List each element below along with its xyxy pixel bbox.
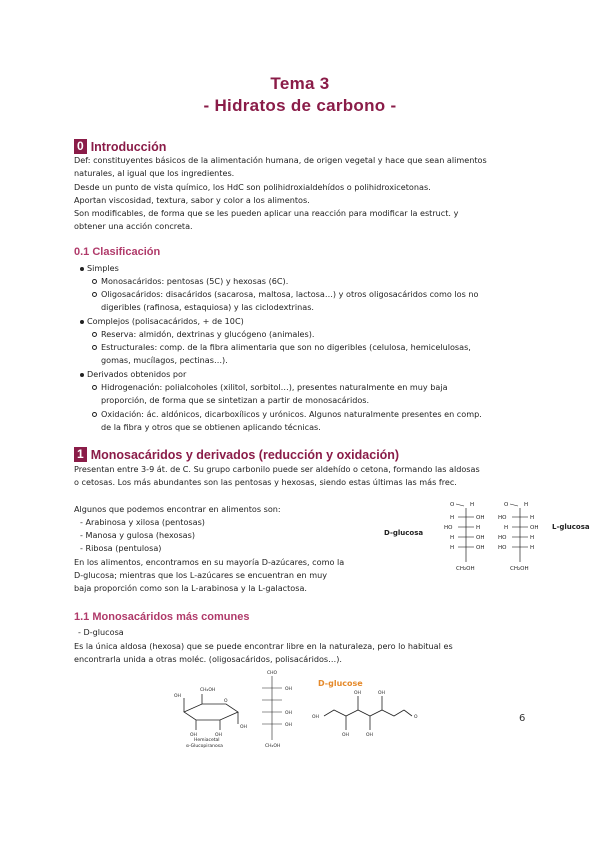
l-aldehyde-h: H bbox=[524, 502, 529, 508]
skeletal-oh-c6: OH bbox=[312, 715, 319, 720]
section-0-1-heading: 0.1 Clasificación bbox=[74, 246, 161, 258]
section-1-1-heading: 1.1 Monosacáridos más comunes bbox=[74, 611, 250, 623]
page-number: 6 bbox=[519, 713, 526, 724]
haworth-structure bbox=[184, 694, 238, 730]
skeletal-oh-c4: OH bbox=[342, 733, 349, 738]
skeletal-oh-c1: OH bbox=[378, 691, 385, 696]
l-c5-h: H bbox=[530, 545, 535, 551]
l-c4-h: H bbox=[530, 535, 535, 541]
d-aldehyde-h: H bbox=[470, 502, 475, 508]
mono-p1: Presentan entre 3-9 át. de C. Su grupo carbonilo puede ser aldehído o cetona, formando las aldosas bbox=[74, 464, 480, 474]
section-1-heading bbox=[74, 447, 399, 462]
small-fischer-structure bbox=[262, 676, 282, 740]
hemiacetal-label: Hemiacetal bbox=[194, 738, 220, 743]
section-1-number: 1 bbox=[74, 447, 87, 462]
mono-list-1: - Arabinosa y xilosa (pentosas) bbox=[80, 517, 205, 527]
haworth-oh-bottom1: OH bbox=[190, 733, 197, 738]
mono-list-3: - Ribosa (pentulosa) bbox=[80, 543, 162, 553]
glucose-structures-figure bbox=[172, 668, 434, 750]
intro-p1: Def: constituyentes básicos de la alimentación humana, de origen vegetal y hace que sean alimentos bbox=[74, 155, 487, 165]
small-fischer-cho: CHO bbox=[267, 671, 278, 676]
l-glucosa-label: L-glucosa bbox=[552, 523, 590, 531]
l-c6-ch2oh: CH₂OH bbox=[510, 566, 529, 572]
bullet-oxidacion: Oxidación: ác. aldónicos, dicarboxílicos y urónicos. Algunos naturalmente presentes en comp. bbox=[92, 408, 527, 421]
l-c5-ho: HO bbox=[498, 545, 507, 551]
dglucosa-p1b: encontrarla unida a otras moléc. (oligosacáridos, polisacáridos…). bbox=[74, 654, 342, 664]
mono-p3b: D-glucosa; mientras que los L-azúcares se encuentran en muy bbox=[74, 570, 328, 580]
mono-p3c: baja proporción como son la L-arabinosa y la L-galactosa. bbox=[74, 583, 307, 593]
bullet-hidrogenacion-cont: proporción, de forma que se sintetizan a partir de monosacáridos. bbox=[101, 395, 370, 405]
mono-p3a: En los alimentos, encontramos en su mayoría D-azúcares, como la bbox=[74, 557, 345, 567]
bullet-reserva: Reserva: almidón, dextrinas y glucógeno (animales). bbox=[92, 328, 314, 341]
bullet-estructurales-cont: gomas, mucílagos, pectinas…). bbox=[101, 355, 228, 365]
small-fischer-oh3: OH bbox=[285, 723, 292, 728]
intro-p3: Aportan viscosidad, textura, sabor y color a los alimentos. bbox=[74, 195, 310, 205]
mono-p1b: o cetosas. Los más abundantes son las pentosas y hexosas, siendo estas últimas las más frec. bbox=[74, 477, 457, 487]
bullet-complejos: Complejos (polisacacáridos, + de 10C) bbox=[80, 315, 244, 328]
d-glucosa-label: D-glucosa bbox=[384, 529, 424, 537]
d-glucose-orange-label: D-glucose bbox=[318, 679, 363, 688]
title-line1: Tema 3 bbox=[270, 74, 330, 93]
bullet-hidrogenacion: Hidrogenación: polialcoholes (xilitol, sorbitol…), presentes naturalmente en muy baja bbox=[92, 381, 527, 394]
haworth-oh-bottom2: OH bbox=[215, 733, 222, 738]
section-0-title: Introducción bbox=[90, 139, 167, 154]
intro-p1b: naturales, al igual que los ingredientes. bbox=[74, 168, 235, 178]
small-fischer-oh2: OH bbox=[285, 711, 292, 716]
section-0-heading bbox=[74, 139, 166, 154]
intro-p4: Son modificables, de forma que se les pueden aplicar una reacción para modificar la estruct. y bbox=[74, 208, 459, 218]
d-c6-ch2oh: CH₂OH bbox=[456, 566, 475, 572]
bullet-estructurales: Estructurales: comp. de la fibra alimentaria que son no digeribles (celulosa, hemicelulosas, bbox=[92, 341, 527, 354]
bullet-derivados: Derivados obtenidos por bbox=[80, 368, 186, 381]
d-glucose-skeletal bbox=[324, 696, 412, 730]
small-fischer-ch2oh: CH₂OH bbox=[265, 744, 281, 749]
l-c3-oh: OH bbox=[530, 525, 539, 531]
bullet-oxidacion-cont: de la fibra y otros que se obtienen aplicando técnicas. bbox=[101, 422, 321, 432]
small-fischer-oh1: OH bbox=[285, 687, 292, 692]
mono-list-2: - Manosa y gulosa (hexosas) bbox=[80, 530, 196, 540]
haworth-oh-left: OH bbox=[174, 694, 181, 699]
section-0-number: 0 bbox=[74, 139, 87, 154]
d-c3-ho: HO bbox=[444, 525, 453, 531]
d-c4-oh: OH bbox=[476, 535, 485, 541]
skeletal-oh-c3: OH bbox=[354, 691, 361, 696]
d-c2-h: H bbox=[450, 515, 455, 521]
haworth-oh-right: OH bbox=[240, 725, 247, 730]
d-c3-h: H bbox=[476, 525, 481, 531]
mono-p2: Algunos que podemos encontrar en alimentos son: bbox=[74, 504, 281, 514]
title-line2: - Hidratos de carbono - bbox=[203, 96, 397, 115]
dglucosa-item: - D-glucosa bbox=[78, 627, 124, 637]
d-c5-h: H bbox=[450, 545, 455, 551]
l-c2-ho: HO bbox=[498, 515, 507, 521]
l-carbonyl-o: O bbox=[504, 502, 509, 508]
d-glucose-fischer bbox=[444, 502, 484, 572]
d-carbonyl-o: O bbox=[450, 502, 455, 508]
d-c2-oh: OH bbox=[476, 515, 485, 521]
d-c5-oh: OH bbox=[476, 545, 485, 551]
section-1-title: Monosacáridos y derivados (reducción y oxidación) bbox=[90, 447, 400, 462]
skeletal-o: O bbox=[414, 715, 418, 720]
intro-p2: Desde un punto de vista químico, los HdC son polihidroxialdehídos o polihidroxicetonas. bbox=[74, 182, 431, 192]
haworth-ch2oh: CH₂OH bbox=[200, 688, 216, 693]
l-c2-h: H bbox=[530, 515, 535, 521]
intro-p4b: obtener una acción concreta. bbox=[74, 221, 193, 231]
l-glucose-fischer bbox=[498, 502, 538, 572]
bullet-oligo: Oligosacáridos: disacáridos (sacarosa, maltosa, lactosa…) y otros oligosacáridos como los no bbox=[92, 288, 527, 301]
skeletal-oh-c2: OH bbox=[366, 733, 373, 738]
dglucosa-p1: Es la única aldosa (hexosa) que se puede encontrar libre en la naturaleza, pero lo habitual es bbox=[74, 641, 453, 651]
l-c3-h: H bbox=[504, 525, 509, 531]
fischer-projections-figure bbox=[380, 496, 600, 576]
bullet-simples: Simples bbox=[80, 262, 119, 275]
bullet-oligo-cont: digeribles (rafinosa, estaquiosa) y las ciclodextrinas. bbox=[101, 302, 314, 312]
alpha-glucopiranosa-label: α-Glucopiranosa bbox=[186, 744, 223, 749]
l-c4-ho: HO bbox=[498, 535, 507, 541]
bullet-mono: Monosacáridos: pentosas (5C) y hexosas (6C). bbox=[92, 275, 288, 288]
haworth-o: O bbox=[224, 699, 228, 704]
d-c4-h: H bbox=[450, 535, 455, 541]
